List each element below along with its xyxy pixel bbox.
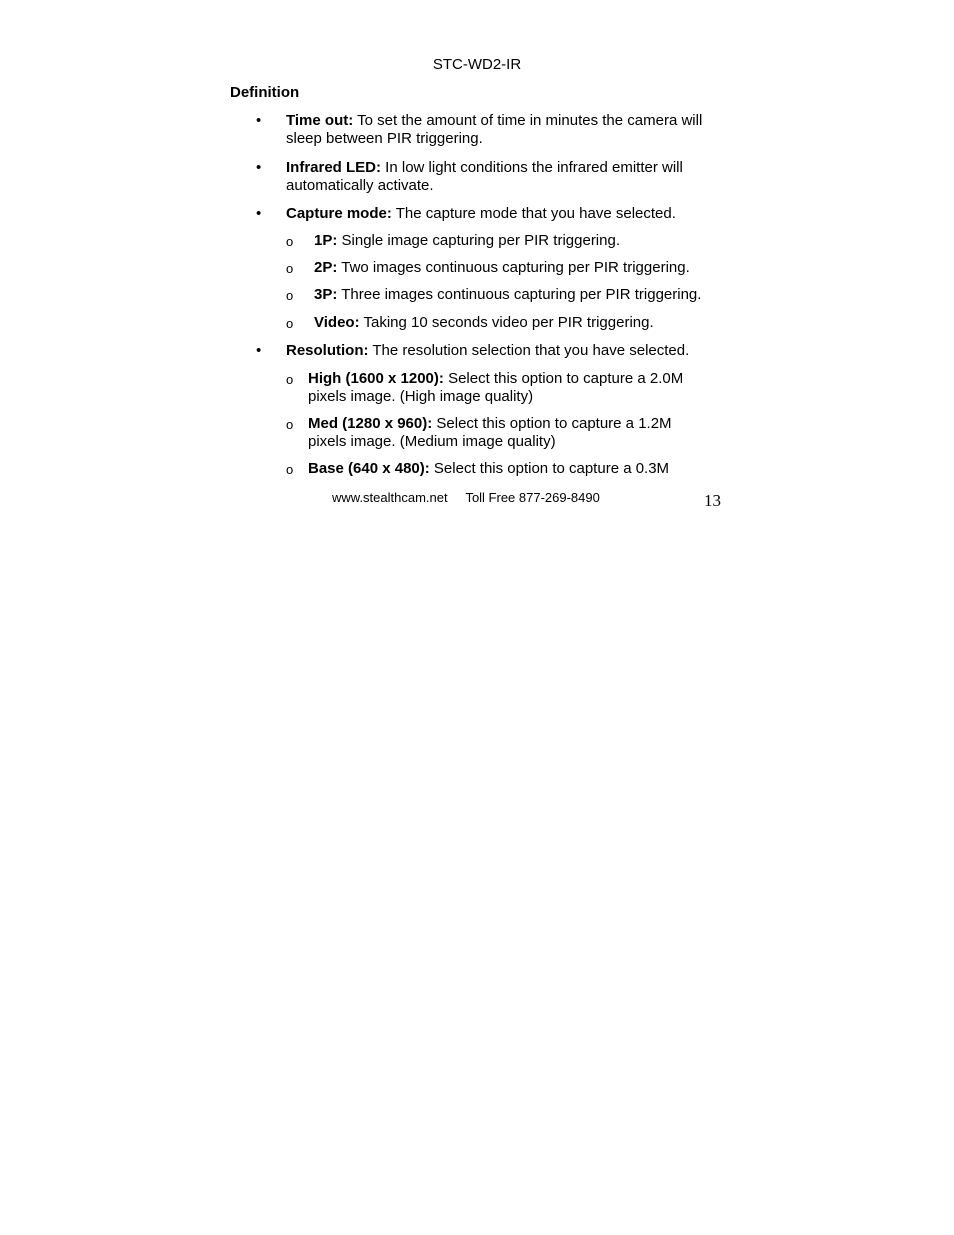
definition-desc: To set the amount of time in minutes the camera will sleep between PIR triggering. [286, 112, 703, 147]
definition-item-infrared-led [286, 159, 726, 195]
bullet-icon: • [256, 205, 262, 222]
capture-mode-1p [314, 232, 734, 250]
sub-bullet-icon: o [286, 417, 294, 432]
sub-bullet-icon: o [286, 372, 294, 387]
bullet-icon: • [256, 159, 262, 176]
sub-desc: Three images continuous capturing per PIR triggering. [337, 286, 702, 303]
definition-item-capture-mode [286, 205, 726, 223]
footer-spacer [448, 490, 466, 505]
sub-term: Med (1280 x 960): [308, 415, 433, 432]
sub-desc: Two images continuous capturing per PIR triggering. [337, 259, 690, 276]
sub-term: 2P: [314, 259, 338, 276]
sub-term: Base (640 x 480): [308, 460, 430, 477]
document-header-title: STC-WD2-IR [432, 56, 522, 73]
sub-bullet-icon: o [286, 288, 294, 303]
footer-toll-free: Toll Free 877-269-8490 [465, 490, 600, 505]
sub-bullet-icon: o [286, 462, 294, 477]
sub-desc: Select this option to capture a 1.2M pixels image. (Medium image quality) [308, 415, 672, 450]
resolution-base [308, 460, 708, 478]
sub-desc: Single image capturing per PIR triggering. [337, 232, 620, 249]
definition-term: Resolution: [286, 342, 369, 359]
sub-desc: Select this option to capture a 0.3M [429, 460, 670, 477]
definition-item-resolution [286, 342, 726, 360]
definition-term: Capture mode: [286, 205, 392, 222]
capture-mode-2p [314, 259, 734, 277]
definition-desc: The resolution selection that you have selected. [368, 342, 690, 359]
sub-term: High (1600 x 1200): [308, 370, 444, 387]
sub-term: 1P: [314, 232, 338, 249]
resolution-med [308, 415, 708, 451]
section-heading: Definition [230, 84, 300, 101]
bullet-icon: • [256, 112, 262, 129]
definition-desc: In low light conditions the infrared emitter will automatically activate. [286, 159, 683, 194]
sub-term: 3P: [314, 286, 338, 303]
capture-mode-video [314, 314, 734, 332]
page-number: 13 [704, 491, 721, 510]
footer-website: www.stealthcam.net [332, 490, 448, 505]
resolution-high [308, 370, 708, 406]
definition-term: Infrared LED: [286, 159, 382, 176]
sub-bullet-icon: o [286, 261, 294, 276]
sub-bullet-icon: o [286, 316, 294, 331]
definition-term: Time out: [286, 112, 354, 129]
bullet-icon: • [256, 342, 262, 359]
sub-term: Video: [314, 314, 360, 331]
sub-desc: Select this option to capture a 2.0M pixels image. (High image quality) [308, 370, 684, 405]
sub-bullet-icon: o [286, 234, 294, 249]
footer-contact [332, 490, 600, 506]
capture-mode-3p [314, 286, 734, 304]
definition-item-time-out [286, 112, 726, 148]
definition-desc: The capture mode that you have selected. [391, 205, 676, 222]
sub-desc: Taking 10 seconds video per PIR triggering. [359, 314, 654, 331]
